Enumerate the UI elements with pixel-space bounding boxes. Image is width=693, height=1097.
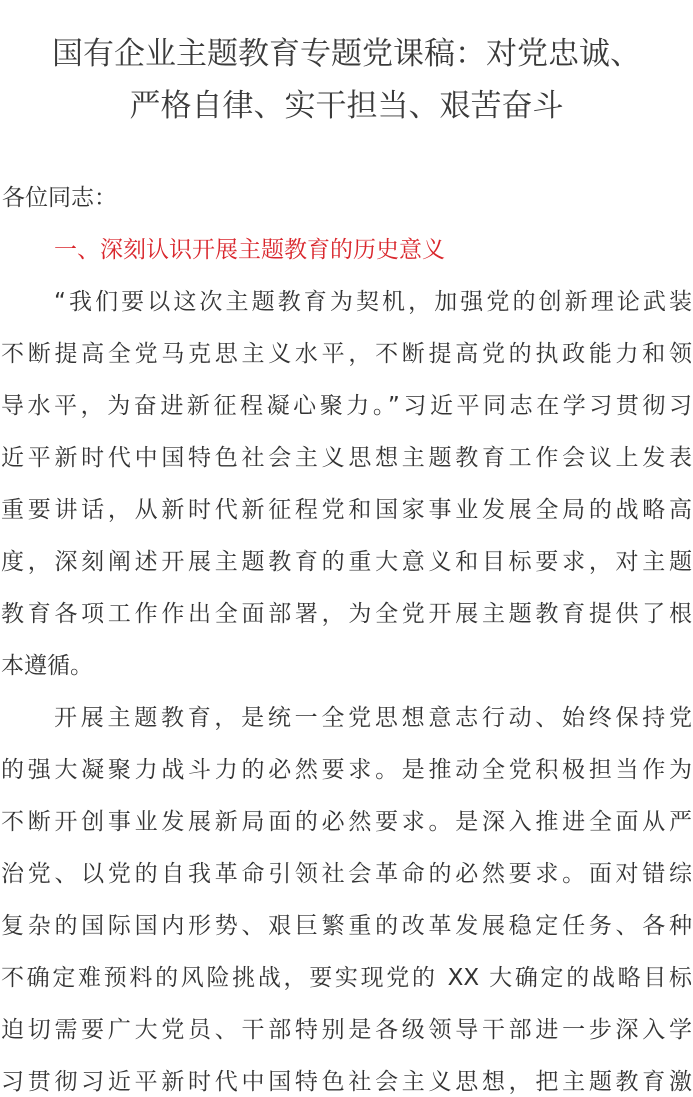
paragraph-line: 本遵循。 xyxy=(1,653,93,679)
title-line-1: 国有企业主题教育专题党课稿：对党忠诚、 xyxy=(52,36,641,72)
title-line-2: 严格自律、实干担当、艰苦奋斗 xyxy=(129,88,564,124)
paragraph-line: 不确定难预料的风险挑战，要实现党的 XX 大确定的战略目标 xyxy=(1,965,692,991)
paragraph-line: 复杂的国际国内形势、艰巨繁重的改革发展稳定任务、各种 xyxy=(1,913,692,939)
paragraph-line: 度，深刻阐述开展主题教育的重大意义和目标要求，对主题 xyxy=(1,549,692,575)
paragraph-line: 重要讲话，从新时代新征程党和国家事业发展全局的战略高 xyxy=(1,497,692,523)
salutation: 各位同志： xyxy=(2,185,117,211)
paragraph-line: 治党、以党的自我革命引领社会革命的必然要求。面对错综 xyxy=(1,861,692,887)
paragraph-line: 的强大凝聚力战斗力的必然要求。是推动全党积极担当作为 xyxy=(1,757,692,783)
paragraph-line: 导水平，为奋进新征程凝心聚力。”习近平同志在学习贯彻习 xyxy=(1,393,692,419)
paragraph-line: 开展主题教育，是统一全党思想意志行动、始终保持党 xyxy=(54,705,692,731)
document-title xyxy=(0,0,693,132)
paragraph-line: 迫切需要广大党员、干部特别是各级领导干部进一步深入学 xyxy=(1,1017,692,1043)
paragraph-line: 教育各项工作作出全面部署，为全党开展主题教育提供了根 xyxy=(1,601,692,627)
paragraph-line: 近平新时代中国特色社会主义思想主题教育工作会议上发表 xyxy=(1,445,692,471)
paragraph-1 xyxy=(0,276,693,692)
paragraph-line: 习贯彻习近平新时代中国特色社会主义思想，把主题教育激 xyxy=(1,1069,692,1095)
paragraph-line: “我们要以这次主题教育为契机，加强党的创新理论武装 xyxy=(54,289,692,315)
paragraph-line: 不断开创事业发展新局面的必然要求。是深入推进全面从严 xyxy=(1,809,692,835)
paragraph-2 xyxy=(0,692,693,1097)
section-heading: 一、深刻认识开展主题教育的历史意义 xyxy=(54,237,445,263)
paragraph-line: 不断提高全党马克思主义水平，不断提高党的执政能力和领 xyxy=(1,341,692,367)
